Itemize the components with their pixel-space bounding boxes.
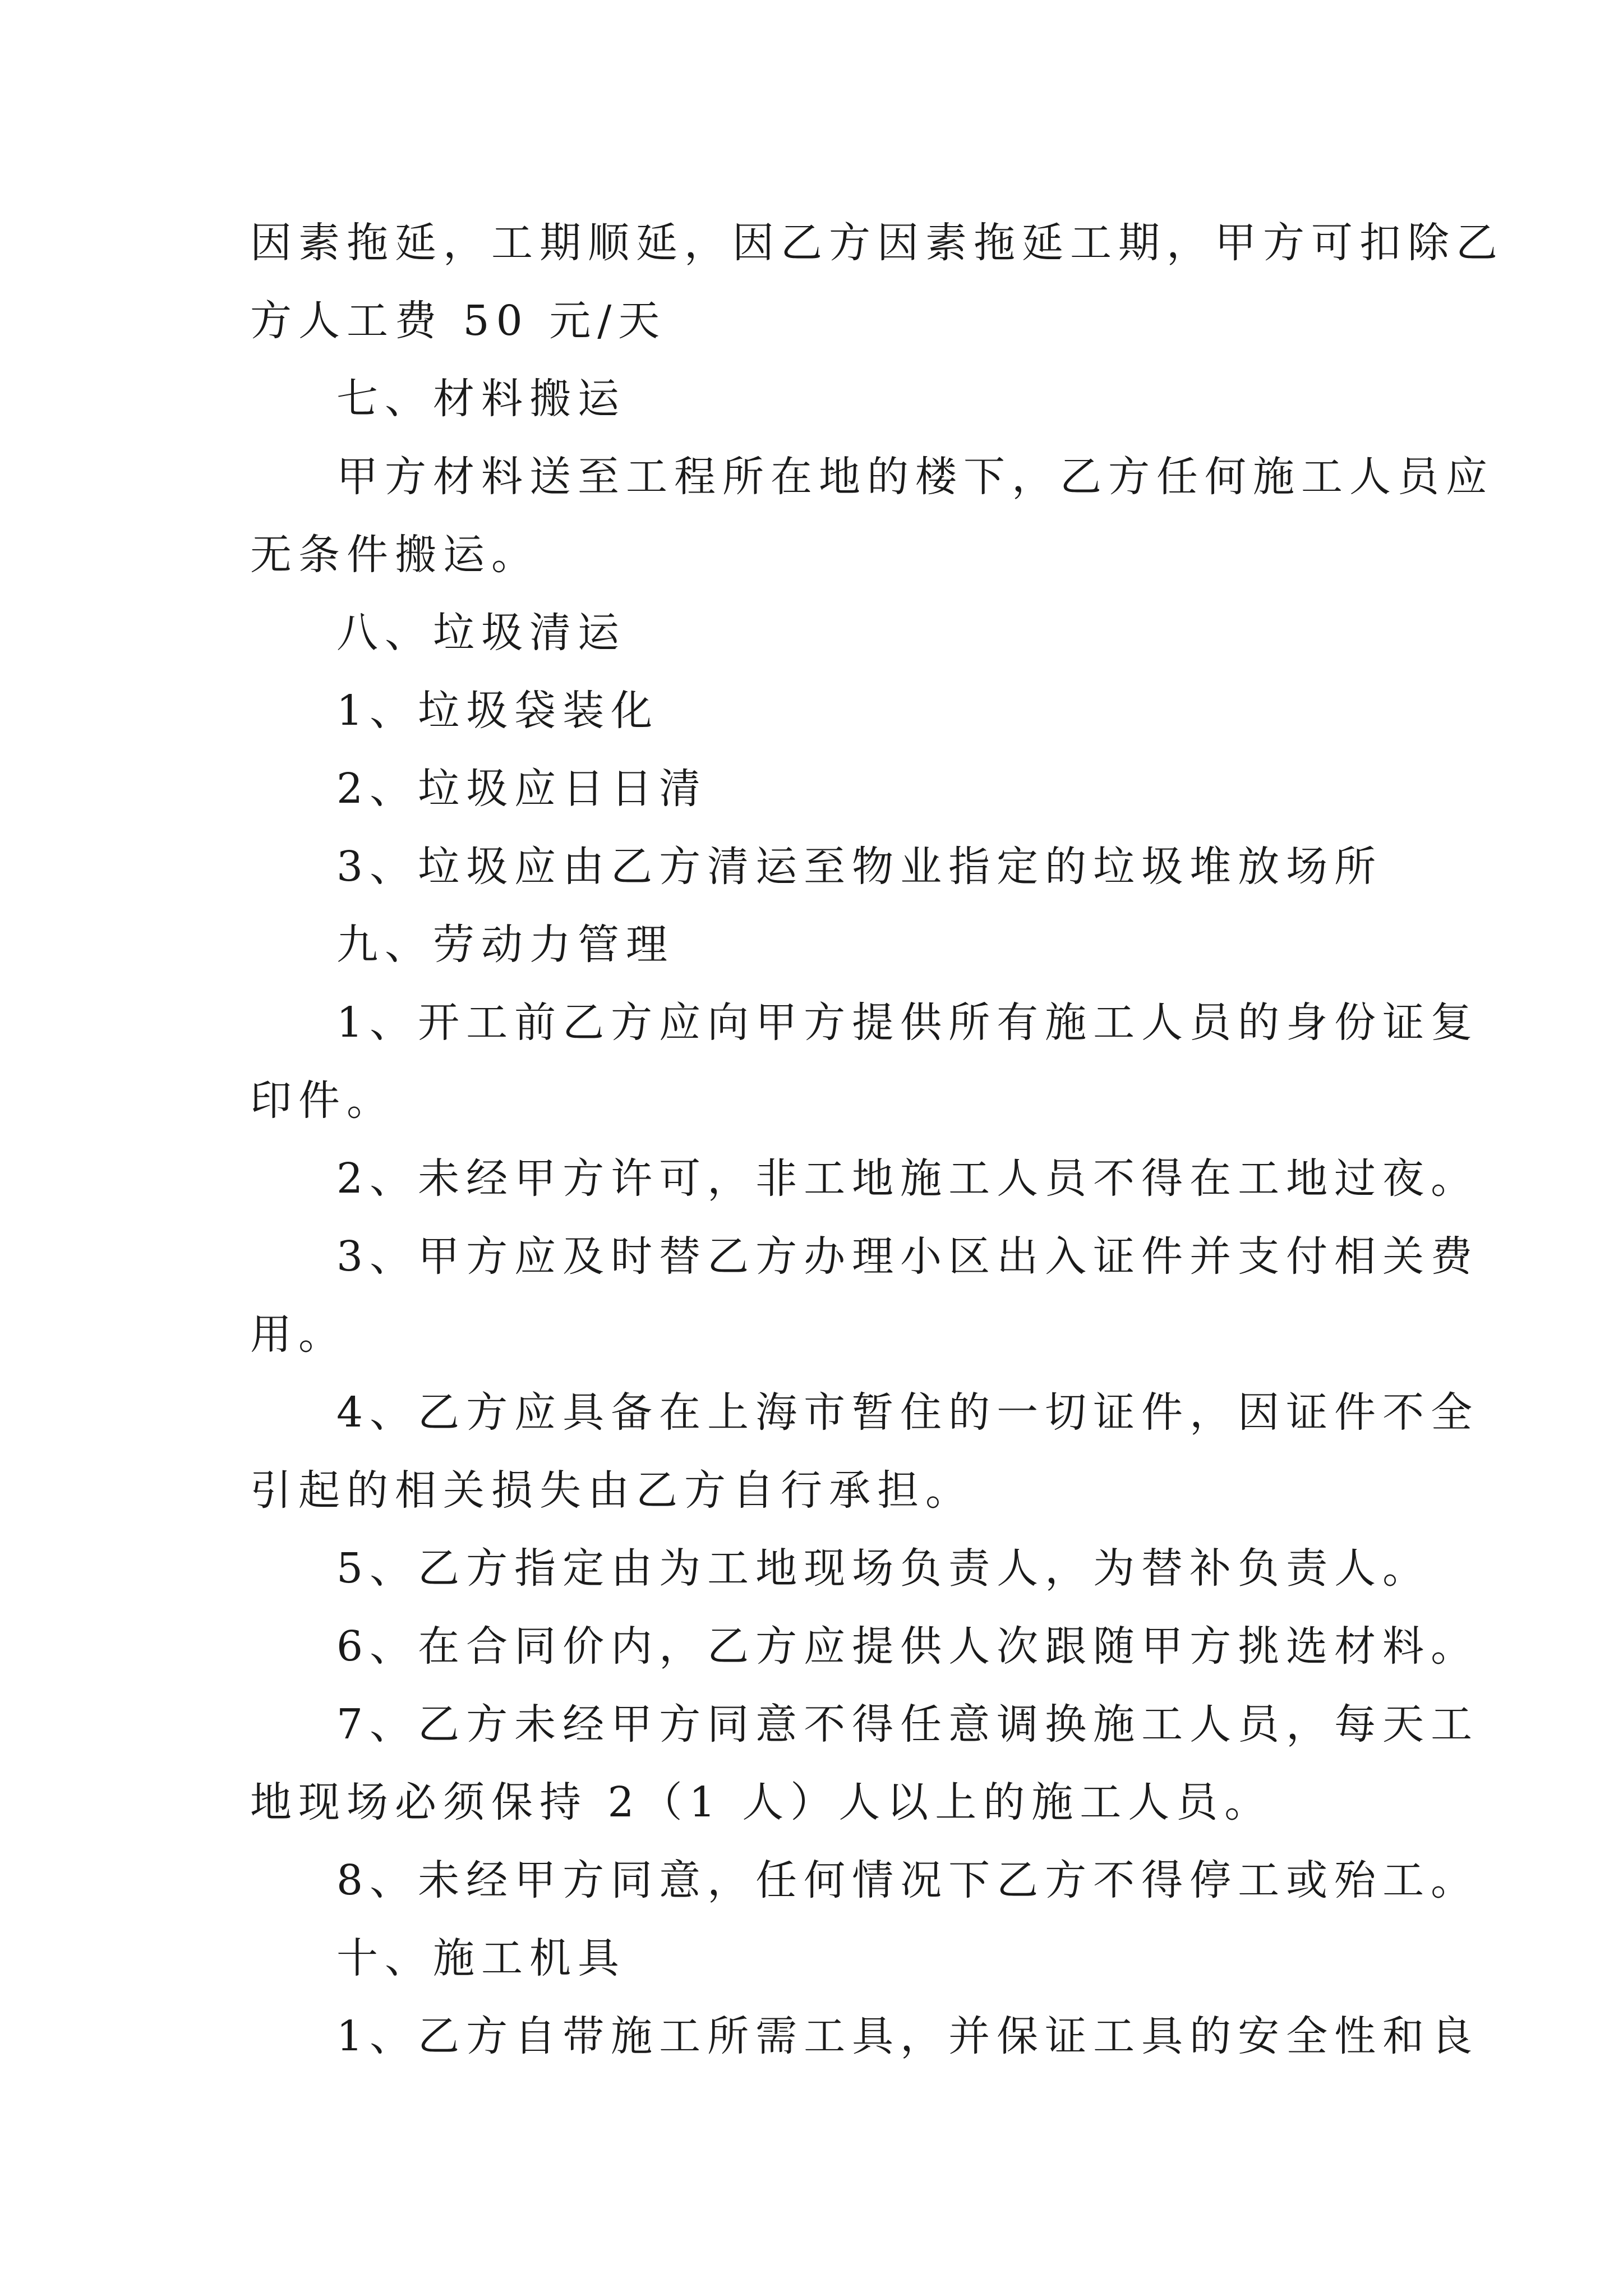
list-item: 1、垃圾袋装化 — [336, 687, 660, 735]
list-item: 1、乙方自带施工所需工具，并保证工具的安全性和良 — [336, 2012, 1479, 2060]
text-line: 引起的相关损失由乙方自行承担。 — [250, 1466, 974, 1515]
section-heading: 九、劳动力管理 — [336, 921, 674, 969]
list-item: 2、垃圾应日日清 — [336, 765, 708, 813]
list-item: 2、未经甲方许可，非工地施工人员不得在工地过夜。 — [336, 1154, 1479, 1203]
section-heading: 七、材料搬运 — [336, 375, 626, 423]
list-item: 6、在合同价内，乙方应提供人次跟随甲方挑选材料。 — [336, 1622, 1479, 1671]
list-item: 5、乙方指定由为工地现场负责人，为替补负责人。 — [336, 1544, 1431, 1593]
text-line: 方人工费 50 元/天 — [250, 297, 667, 345]
document-body — [250, 204, 1504, 2076]
list-item: 1、开工前乙方应向甲方提供所有施工人员的身份证复 — [336, 999, 1479, 1047]
text-line: 因素拖延，工期顺延，因乙方因素拖延工期，甲方可扣除乙 — [250, 219, 1504, 267]
list-item: 3、垃圾应由乙方清运至物业指定的垃圾堆放场所 — [336, 843, 1383, 891]
list-item: 8、未经甲方同意，任何情况下乙方不得停工或殆工。 — [336, 1856, 1479, 1904]
list-item: 3、甲方应及时替乙方办理小区出入证件并支付相关费 — [336, 1232, 1479, 1281]
text-line: 用。 — [250, 1310, 347, 1359]
text-line: 地现场必须保持 2（1 人）人以上的施工人员。 — [250, 1778, 1273, 1826]
section-heading: 十、施工机具 — [336, 1934, 626, 1982]
text-line: 甲方材料送至工程所在地的楼下，乙方任何施工人员应 — [336, 453, 1494, 501]
list-item: 4、乙方应具备在上海市暂住的一切证件，因证件不全 — [336, 1388, 1479, 1437]
text-line: 无条件搬运。 — [250, 531, 540, 579]
text-line: 印件。 — [250, 1076, 395, 1125]
list-item: 7、乙方未经甲方同意不得任意调换施工人员，每天工 — [336, 1700, 1479, 1749]
section-heading: 八、垃圾清运 — [336, 609, 626, 657]
